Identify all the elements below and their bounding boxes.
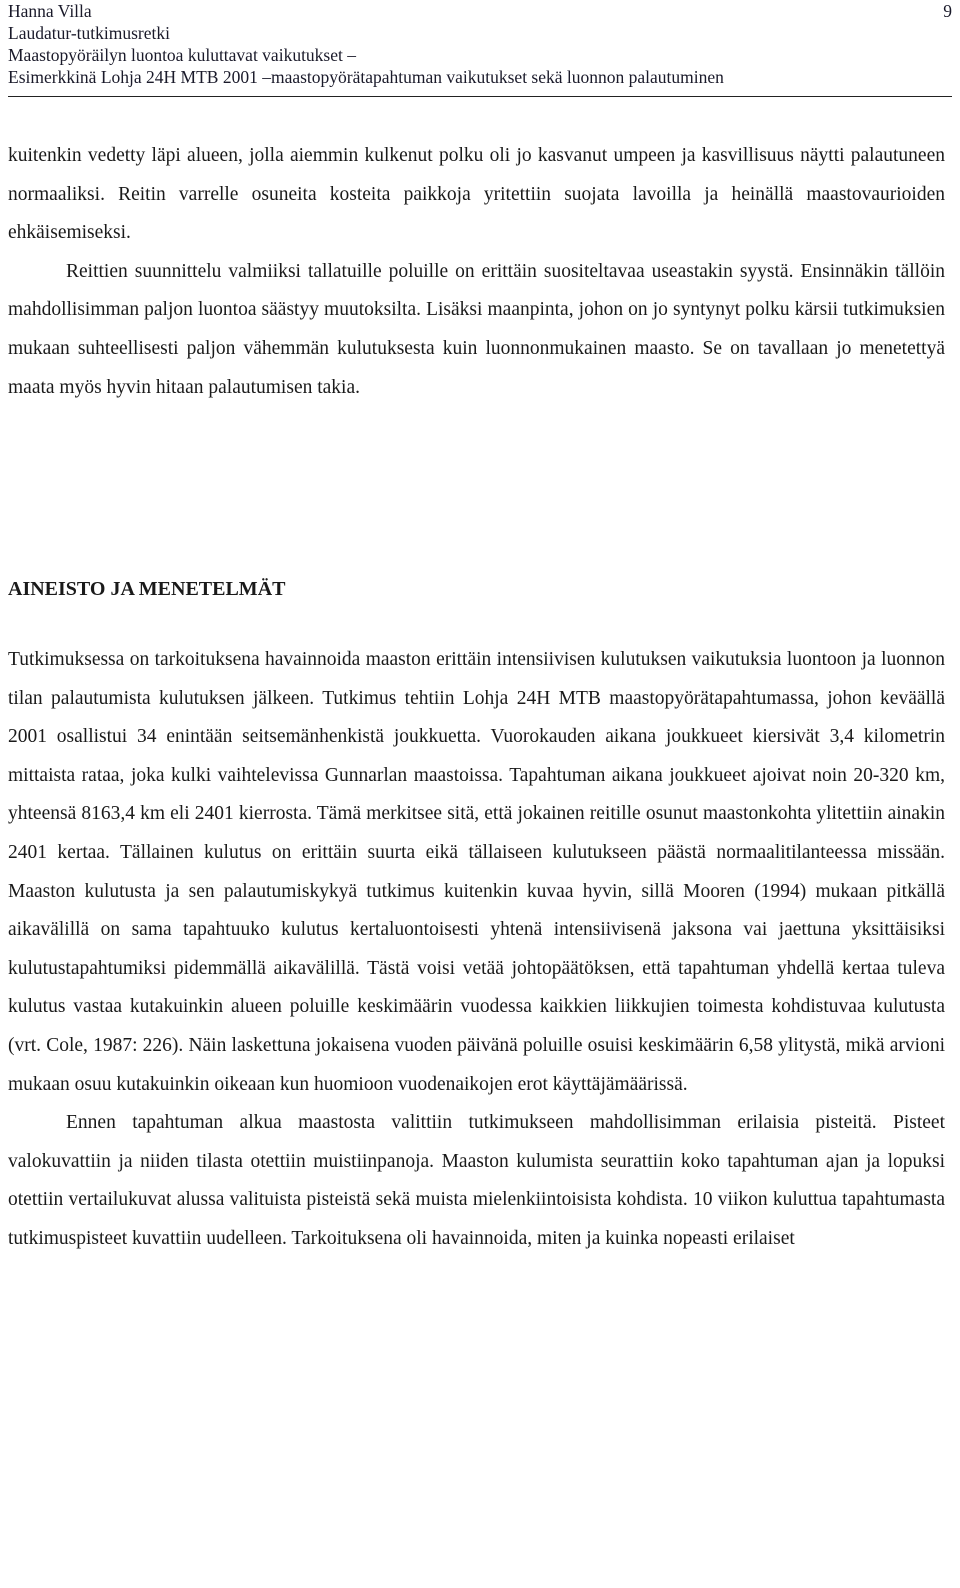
paragraph-route-planning: Reittien suunnittelu valmiiksi tallatuille poluille on erittäin suositeltavaa useastakin syystä. Ensinnäkin tällöin mahdollisimman paljon luontoa säästyy muutoksilta. Lisäksi maanpinta, johon on jo syntynyt polku kärsii tutkimuksien mukaan suhteellisesti paljon vähemmän kulutuksesta kuin luonnonmukainen maasto. Se on tavallaan jo menetettyä maata myös hyvin hitaan palautumisen takia.	[8, 260, 945, 398]
intro-text-block	[8, 137, 945, 407]
paragraph-methods: Tutkimuksessa on tarkoituksena havainnoida maaston erittäin intensiivisen kulutuksen vaikutuksia luontoon ja luonnon tilan palautumista kulutuksen jälkeen. Tutkimus tehtiin Lohja 24H MTB maastopyörätapahtumassa, johon keväällä 2001 osallistui 34 enintään seitsemänhenkistä joukkuetta. Vuorokauden aikana joukkueet kiersivät 3,4 kilometrin mittaista rataa, joka kulki vaihtelevissa Gunnarlan maastoissa. Tapahtuman aikana joukkueet ajoivat noin 20-320 km, yhteensä 8163,4 km eli 2401 kierrosta. Tämä merkitsee sitä, että jokainen reitille osunut maastonkohta ylitettiin ainakin 2401 kertaa. Tällainen kulutus on erittäin suurta eikä tällaiseen kulutukseen päästä normaalitilanteessa missään. Maaston kulutusta ja sen palautumiskykyä tutkimus kuitenkin kuvaa hyvin, sillä Mooren (1994) mukaan pitkällä aikavälillä on sama tapahtuuko kulutus kertaluontoisesti yhtenä intensiivisenä jaksona vai jaettuna yksittäisiksi kulutustapahtumiksi pidemmällä aikavälillä. Tästä voisi vetää johtopäätöksen, että tapahtuman yhdellä kertaa tuleva kulutus vastaa kutakuinkin alueen poluille keskimäärin vuodessa kaikkien liikkujien toimesta kohdistuvaa kulutusta (vrt. Cole, 1987: 226). Näin laskettuna jokaisena vuoden päivänä poluille osuisi keskimäärin 6,58 ylitystä, mikä arvioni mukaan osuu kutakuinkin oikeaan kun huomioon vuodenaikojen erot käyttäjämäärissä.	[8, 649, 945, 1095]
page-header	[8, 0, 952, 88]
header-title-line-1: Maastopyöräilyn luontoa kuluttavat vaikutukset –	[8, 45, 356, 65]
methods-text-block	[8, 641, 945, 1259]
paragraph-sampling: Ennen tapahtuman alkua maastosta valittiin tutkimukseen mahdollisimman erilaisia pisteitä. Pisteet valokuvattiin ja niiden tilasta otettiin muistiinpanoja. Maaston kulumista seurattiin koko tapahtuman ajan ja lopuksi otettiin vertailukuvat alussa valituista pisteistä sekä muista mielenkiintoisista kohdista. 10 viikon kuluttua tapahtumasta tutkimuspisteet kuvattiin uudelleen. Tarkoituksena oli havainnoida, miten ja kuinka nopeasti erilaiset	[8, 1112, 945, 1249]
section-heading: AINEISTO JA MENETELMÄT	[8, 578, 286, 600]
header-title-line-2: Esimerkkinä Lohja 24H MTB 2001 –maastopyörätapahtuman vaikutukset sekä luonnon palautuminen	[8, 67, 724, 87]
header-author: Hanna Villa	[8, 1, 92, 21]
header-divider	[8, 96, 952, 97]
page-number: 9	[943, 1, 952, 21]
header-thesis-type: Laudatur-tutkimusretki	[8, 23, 170, 43]
paragraph-continuation: kuitenkin vedetty läpi alueen, jolla aiemmin kulkenut polku oli jo kasvanut umpeen ja kasvillisuus näytti palautuneen normaaliksi. Reitin varrelle osuneita kosteita paikkoja yritettiin suojata lavoilla ja heinällä maastovaurioiden ehkäisemiseksi.	[8, 145, 945, 244]
